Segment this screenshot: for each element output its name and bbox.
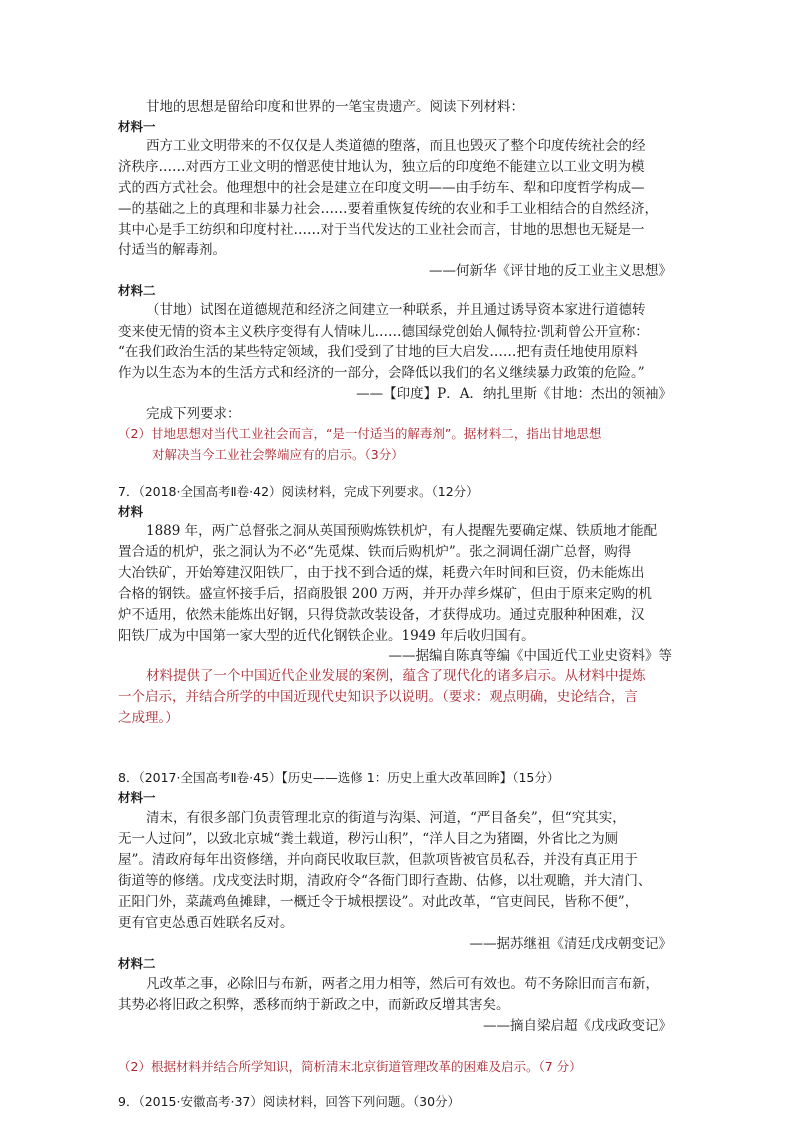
q7-line: 大冶铁矿，开始筹建汉阳铁厂，由于找不到合适的煤，耗费六年时间和巨资，仍未能炼出 bbox=[118, 565, 645, 581]
q8-question: （2）根据材料并结合所学知识，简析清末北京街道管理改革的困难及启示。（7 分） bbox=[118, 1059, 582, 1074]
q6-m1-line: 其中心是手工纺织和印度村社……对于当代发达的工业社会而言，甘地的思想也无疑是一 bbox=[118, 222, 645, 238]
q6-m2-source: ——【印度】P．A．纳扎里斯《甘地：杰出的领袖》 bbox=[356, 386, 672, 402]
q6-m1-line: —的基础之上的真理和非暴力社会……要着重恢复传统的农业和手工业相结合的自然经济， bbox=[118, 201, 658, 217]
q6-m2-line: “在我们政治生活的某些特定领域，我们受到了甘地的巨大启发……把有责任地使用原料 bbox=[118, 344, 638, 360]
q8-material-1-label: 材料一 bbox=[118, 790, 156, 805]
q7-line: 置合适的机炉，张之洞认为不必“先觅煤、铁而后购机炉”。张之洞调任湖广总督，购得 bbox=[118, 544, 632, 560]
q8-m1-line: 屋”。清政府每年出资修缮，并向商民收取巨款，但款项皆被官员私吞，并没有真正用于 bbox=[118, 852, 638, 868]
q8-m1-line: 无一人过问”，以致北京城“粪土载道，秽污山积”，“洋人目之为猪圈，外省比之为厕 bbox=[118, 831, 619, 847]
q7-line: 阳铁厂成为中国第一家大型的近代化钢铁企业。1949 年后收归国有。 bbox=[118, 628, 535, 644]
q6-material-1-label: 材料一 bbox=[118, 119, 156, 134]
q7-line: 炉不适用，依然未能炼出好钢，只得贷款改装设备，才获得成功。通过克服种种困难，汉 bbox=[118, 607, 645, 623]
q7-source: ——据编自陈真等编《中国近代工业史资料》等 bbox=[388, 648, 672, 664]
q7-material-label: 材料 bbox=[118, 504, 144, 519]
q6-m1-source: ——何新华《评甘地的反工业主义思想》 bbox=[429, 263, 672, 279]
q8-header: 8．（2017·全国高考Ⅱ卷·45）【历史——选修 1：历史上重大改革回眸】（15分） bbox=[118, 770, 560, 785]
q8-m2-line: 其势必将旧政之积弊，悉移而纳于新政之中，而新政反增其害矣。 bbox=[118, 997, 510, 1013]
q6-m1-line: 西方工业文明带来的不仅仅是人类道德的堕落，而且也毁灭了整个印度传统社会的经 bbox=[146, 138, 646, 154]
q8-m2-source: ——摘自梁启超《戊戌政变记》 bbox=[483, 1018, 672, 1034]
q8-m2-line: 凡改革之事，必除旧与布新，两者之用力相等，然后可有效也。苟不务除旧而言布新， bbox=[146, 976, 659, 992]
q7-question-line: 之成理。） bbox=[118, 710, 179, 726]
q7-line: 1889 年，两广总督张之洞从英国预购炼铁机炉，有人提醒先要确定煤、铁质地才能配 bbox=[146, 523, 658, 539]
q7-header: 7．（2018·全国高考Ⅱ卷·42）阅读材料，完成下列要求。（12分） bbox=[118, 484, 479, 499]
q6-m1-line: 付适当的解毒剂。 bbox=[118, 242, 226, 258]
q6-question-line: （2）甘地思想对当代工业社会而言，“是一付适当的解毒剂”。据材料二，指出甘地思想 bbox=[118, 426, 602, 441]
q8-m1-line: 正阳门外，菜蔬鸡鱼摊肆，一概迁令于城根摆设”。对此改革，“官吏闾民，皆称不便”， bbox=[118, 894, 639, 910]
q6-m1-line: 济秩序……对西方工业文明的憎恶使甘地认为，独立后的印度绝不能建立以工业文明为模 bbox=[118, 159, 645, 175]
q7-question-line: 一个启示，并结合所学的中国近现代史知识予以说明。（要求：观点明确，史论结合，言 bbox=[118, 689, 638, 705]
q6-m1-line: 式的西方式社会。他理想中的社会是建立在印度文明——由手纺车、犁和印度哲学构成— bbox=[118, 180, 645, 196]
q7-line: 合格的钢铁。盛宣怀接手后，招商股银 200 万两，并开办萍乡煤矿，但由于原来定购的机 bbox=[118, 586, 652, 602]
q6-material-2-label: 材料二 bbox=[118, 283, 156, 298]
q6-m2-line: （甘地）试图在道德规范和经济之间建立一种联系，并且通过诱导资本家进行道德转 bbox=[146, 302, 646, 318]
q8-m1-line: 街道等的修缮。戊戌变法时期，清政府令“各衙门即行查勘、估修，以壮观瞻，并大清门、 bbox=[118, 873, 652, 889]
q7-question-line: 材料提供了一个中国近代企业发展的案例，蕴含了现代化的诸多启示。从材料中提炼 bbox=[146, 668, 646, 684]
q8-material-2-label: 材料二 bbox=[118, 956, 156, 971]
q6-m2-line: 作为以生态为本的生活方式和经济的一部分，会降低以我们的名义继续暴力政策的危险。” bbox=[118, 365, 645, 381]
intro-text: 甘地的思想是留给印度和世界的一笔宝贵遗产。阅读下列材料： bbox=[146, 99, 524, 115]
q8-m1-line: 清末，有很多部门负责管理北京的街道与沟渠、河道，“严目备矣”，但“究其实， bbox=[146, 810, 626, 826]
q6-m2-line: 变来使无情的资本主义秩序变得有人情味儿……德国绿党创始人佩特拉·凯莉曾公开宣称： bbox=[118, 324, 649, 340]
q6-question-line: 对解决当今工业社会弊端应有的启示。（3分） bbox=[152, 447, 404, 462]
q9-header: 9．（2015·安徽高考·37）阅读材料，回答下列问题。（30分） bbox=[118, 1094, 461, 1109]
q8-m1-line: 更有官吏怂恿百姓联名反对。 bbox=[118, 915, 294, 931]
q6-task: 完成下列要求： bbox=[146, 406, 241, 422]
q8-m1-source: ——据苏继祖《清廷戊戌朝变记》 bbox=[469, 936, 672, 952]
